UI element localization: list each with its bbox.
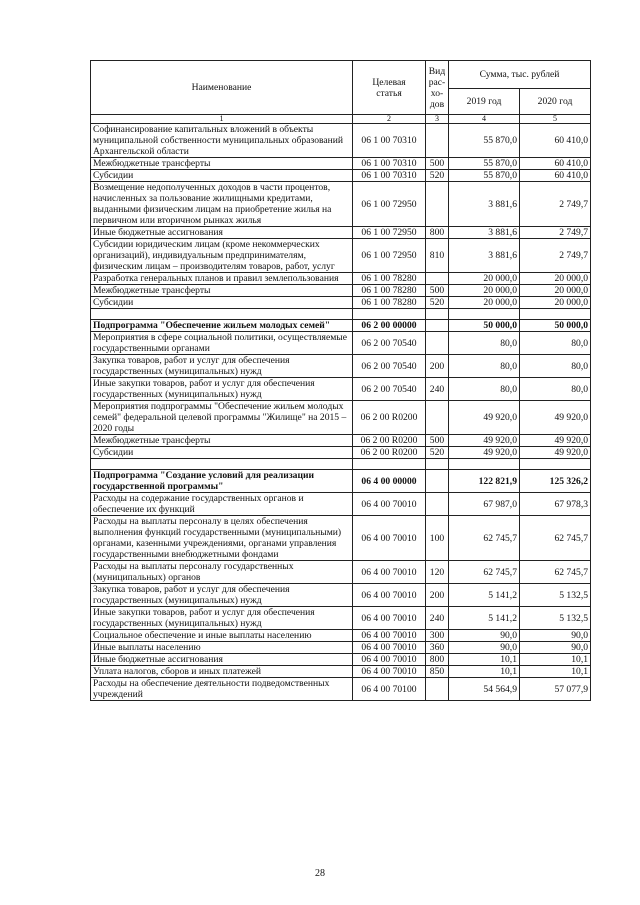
empty-cell <box>426 309 449 320</box>
row-name: Расходы на выплаты персоналу в целях обеспечения выполнения функций государственными (муниципальными) органами, казенными учреждениями, органами управления государственными внебюджетными фондами <box>91 516 353 561</box>
table-row <box>91 182 591 227</box>
row-sum-2020: 80,0 <box>520 355 591 378</box>
header-target-line2: статья <box>376 87 402 99</box>
row-expense-type <box>426 320 449 332</box>
row-sum-2019: 49 920,0 <box>449 401 520 435</box>
row-sum-2019: 10,1 <box>449 654 520 666</box>
row-expense-type <box>426 470 449 493</box>
spacer-row <box>91 459 591 470</box>
row-name: Подпрограмма "Создание условий для реализации государственной программы" <box>91 470 353 493</box>
header-sum: Сумма, тыс. рублей <box>449 61 591 89</box>
table-row <box>91 378 591 401</box>
row-target-code: 06 1 00 72950 <box>353 239 426 273</box>
row-name: Межбюджетные трансферты <box>91 435 353 447</box>
row-sum-2019: 80,0 <box>449 332 520 355</box>
table-row <box>91 355 591 378</box>
empty-cell <box>353 459 426 470</box>
row-target-code: 06 4 00 70010 <box>353 642 426 654</box>
row-expense-type: 520 <box>426 297 449 309</box>
row-sum-2019: 3 881,6 <box>449 182 520 227</box>
row-sum-2019: 90,0 <box>449 630 520 642</box>
table-row <box>91 561 591 584</box>
row-target-code: 06 4 00 00000 <box>353 470 426 493</box>
row-expense-type: 300 <box>426 630 449 642</box>
header-type-line3: хо- <box>430 87 444 99</box>
table-row <box>91 642 591 654</box>
table-header <box>91 61 591 124</box>
row-sum-2019: 50 000,0 <box>449 320 520 332</box>
row-target-code: 06 1 00 78280 <box>353 297 426 309</box>
row-name: Субсидии <box>91 170 353 182</box>
empty-cell <box>520 309 591 320</box>
row-sum-2019: 62 745,7 <box>449 561 520 584</box>
row-expense-type: 120 <box>426 561 449 584</box>
row-sum-2020: 90,0 <box>520 642 591 654</box>
header-target-line1: Целевая <box>372 76 406 88</box>
row-expense-type <box>426 182 449 227</box>
row-target-code: 06 1 00 78280 <box>353 285 426 297</box>
row-sum-2020: 62 745,7 <box>520 516 591 561</box>
row-sum-2020: 49 920,0 <box>520 401 591 435</box>
row-expense-type: 500 <box>426 158 449 170</box>
row-sum-2020: 20 000,0 <box>520 273 591 285</box>
row-name: Межбюджетные трансферты <box>91 285 353 297</box>
row-expense-type: 850 <box>426 666 449 678</box>
row-name: Расходы на выплаты персоналу государственных (муниципальных) органов <box>91 561 353 584</box>
row-name: Подпрограмма "Обеспечение жильем молодых семей" <box>91 320 353 332</box>
row-target-code: 06 2 00 70540 <box>353 332 426 355</box>
row-sum-2019: 10,1 <box>449 666 520 678</box>
row-sum-2020: 20 000,0 <box>520 297 591 309</box>
row-name: Расходы на содержание государственных органов и обеспечение их функций <box>91 493 353 516</box>
empty-cell <box>520 459 591 470</box>
row-expense-type: 240 <box>426 378 449 401</box>
row-sum-2020: 10,1 <box>520 666 591 678</box>
row-expense-type <box>426 401 449 435</box>
row-sum-2020: 62 745,7 <box>520 561 591 584</box>
table-row <box>91 493 591 516</box>
empty-cell <box>353 309 426 320</box>
row-target-code: 06 2 00 70540 <box>353 378 426 401</box>
row-target-code: 06 1 00 70310 <box>353 124 426 158</box>
table-row <box>91 401 591 435</box>
table-row <box>91 158 591 170</box>
header-type-line4: дов <box>429 98 445 110</box>
row-sum-2019: 55 870,0 <box>449 124 520 158</box>
row-sum-2020: 5 132,5 <box>520 584 591 607</box>
row-sum-2019: 20 000,0 <box>449 297 520 309</box>
row-sum-2019: 55 870,0 <box>449 158 520 170</box>
row-sum-2019: 5 141,2 <box>449 584 520 607</box>
row-sum-2020: 2 749,7 <box>520 239 591 273</box>
table-row <box>91 273 591 285</box>
row-sum-2019: 80,0 <box>449 378 520 401</box>
row-target-code: 06 4 00 70010 <box>353 654 426 666</box>
column-index: 2 <box>353 115 426 124</box>
table-row <box>91 584 591 607</box>
row-expense-type: 520 <box>426 447 449 459</box>
row-name: Разработка генеральных планов и правил землепользования <box>91 273 353 285</box>
header-type <box>426 61 449 115</box>
row-sum-2020: 20 000,0 <box>520 285 591 297</box>
row-expense-type <box>426 493 449 516</box>
table-row <box>91 516 591 561</box>
row-sum-2019: 62 745,7 <box>449 516 520 561</box>
row-expense-type: 500 <box>426 435 449 447</box>
row-sum-2019: 20 000,0 <box>449 273 520 285</box>
table-row <box>91 666 591 678</box>
row-name: Закупка товаров, работ и услуг для обеспечения государственных (муниципальных) нужд <box>91 584 353 607</box>
row-sum-2020: 80,0 <box>520 332 591 355</box>
subprogram-row <box>91 470 591 493</box>
row-name: Иные закупки товаров, работ и услуг для обеспечения государственных (муниципальных) нужд <box>91 607 353 630</box>
row-sum-2019: 3 881,6 <box>449 227 520 239</box>
row-target-code: 06 4 00 70100 <box>353 678 426 701</box>
row-sum-2020: 50 000,0 <box>520 320 591 332</box>
row-name: Межбюджетные трансферты <box>91 158 353 170</box>
table-body <box>91 124 591 701</box>
row-expense-type: 100 <box>426 516 449 561</box>
column-index: 1 <box>91 115 353 124</box>
table-row <box>91 227 591 239</box>
empty-cell <box>449 459 520 470</box>
row-sum-2019: 49 920,0 <box>449 435 520 447</box>
row-sum-2020: 2 749,7 <box>520 227 591 239</box>
row-sum-2019: 122 821,9 <box>449 470 520 493</box>
row-sum-2020: 2 749,7 <box>520 182 591 227</box>
table-row <box>91 332 591 355</box>
row-sum-2020: 5 132,5 <box>520 607 591 630</box>
row-expense-type <box>426 332 449 355</box>
row-sum-2019: 20 000,0 <box>449 285 520 297</box>
table-row <box>91 447 591 459</box>
table-row <box>91 678 591 701</box>
row-sum-2020: 60 410,0 <box>520 170 591 182</box>
row-sum-2020: 49 920,0 <box>520 435 591 447</box>
header-target <box>353 61 426 115</box>
row-target-code: 06 1 00 72950 <box>353 182 426 227</box>
row-sum-2020: 90,0 <box>520 630 591 642</box>
row-name: Иные бюджетные ассигнования <box>91 654 353 666</box>
column-index: 3 <box>426 115 449 124</box>
row-target-code: 06 1 00 70310 <box>353 158 426 170</box>
row-expense-type <box>426 678 449 701</box>
row-sum-2020: 49 920,0 <box>520 447 591 459</box>
row-target-code: 06 1 00 78280 <box>353 273 426 285</box>
row-target-code: 06 2 00 R0200 <box>353 435 426 447</box>
row-name: Расходы на обеспечение деятельности подведомственных учреждений <box>91 678 353 701</box>
header-year1: 2019 год <box>449 89 520 115</box>
row-target-code: 06 4 00 70010 <box>353 666 426 678</box>
table-row <box>91 124 591 158</box>
row-target-code: 06 4 00 70010 <box>353 493 426 516</box>
row-sum-2019: 3 881,6 <box>449 239 520 273</box>
table-row <box>91 654 591 666</box>
row-expense-type: 800 <box>426 227 449 239</box>
table-row <box>91 607 591 630</box>
row-target-code: 06 4 00 70010 <box>353 630 426 642</box>
row-sum-2019: 49 920,0 <box>449 447 520 459</box>
row-name: Субсидии юридическим лицам (кроме некоммерческих организаций), индивидуальным предпринимателям, физическим лицам – производителям товаров, работ, услуг <box>91 239 353 273</box>
row-sum-2020: 60 410,0 <box>520 124 591 158</box>
header-year2: 2020 год <box>520 89 591 115</box>
table-row <box>91 285 591 297</box>
row-name: Мероприятия в сфере социальной политики, осуществляемые государственными органами <box>91 332 353 355</box>
row-name: Иные бюджетные ассигнования <box>91 227 353 239</box>
row-expense-type: 520 <box>426 170 449 182</box>
row-sum-2020: 80,0 <box>520 378 591 401</box>
row-expense-type: 240 <box>426 607 449 630</box>
row-sum-2020: 57 077,9 <box>520 678 591 701</box>
row-sum-2019: 55 870,0 <box>449 170 520 182</box>
row-name: Возмещение недополученных доходов в части процентов, начисленных за пользование жилищными кредитами, выданными физическим лицам на приобретение жилья на первичном или вторичном рынках жилья <box>91 182 353 227</box>
row-name: Мероприятия подпрограммы "Обеспечение жильем молодых семей" федеральной целевой программы "Жилище" на 2015 – 2020 годы <box>91 401 353 435</box>
row-sum-2020: 10,1 <box>520 654 591 666</box>
row-name: Социальное обеспечение и иные выплаты населению <box>91 630 353 642</box>
row-target-code: 06 4 00 70010 <box>353 561 426 584</box>
row-name: Субсидии <box>91 447 353 459</box>
page-number: 28 <box>315 868 325 879</box>
row-sum-2019: 90,0 <box>449 642 520 654</box>
empty-cell <box>426 459 449 470</box>
row-name: Уплата налогов, сборов и иных платежей <box>91 666 353 678</box>
row-sum-2020: 67 978,3 <box>520 493 591 516</box>
row-target-code: 06 2 00 R0200 <box>353 447 426 459</box>
row-target-code: 06 4 00 70010 <box>353 516 426 561</box>
row-target-code: 06 4 00 70010 <box>353 584 426 607</box>
row-expense-type: 810 <box>426 239 449 273</box>
empty-cell <box>449 309 520 320</box>
row-expense-type <box>426 273 449 285</box>
row-expense-type: 500 <box>426 285 449 297</box>
row-name: Иные закупки товаров, работ и услуг для обеспечения государственных (муниципальных) нужд <box>91 378 353 401</box>
row-target-code: 06 4 00 70010 <box>353 607 426 630</box>
subprogram-row <box>91 320 591 332</box>
table-row <box>91 630 591 642</box>
header-name: Наименование <box>91 61 353 115</box>
row-name: Иные выплаты населению <box>91 642 353 654</box>
row-sum-2019: 80,0 <box>449 355 520 378</box>
header-type-line2: рас- <box>428 76 446 88</box>
row-sum-2019: 5 141,2 <box>449 607 520 630</box>
row-sum-2019: 54 564,9 <box>449 678 520 701</box>
row-expense-type <box>426 124 449 158</box>
row-target-code: 06 1 00 70310 <box>353 170 426 182</box>
empty-cell <box>91 459 353 470</box>
column-index: 4 <box>449 115 520 124</box>
row-name: Закупка товаров, работ и услуг для обеспечения государственных (муниципальных) нужд <box>91 355 353 378</box>
row-target-code: 06 2 00 70540 <box>353 355 426 378</box>
column-index: 5 <box>520 115 591 124</box>
budget-table <box>90 60 591 701</box>
row-sum-2019: 67 987,0 <box>449 493 520 516</box>
table-row <box>91 170 591 182</box>
row-expense-type: 800 <box>426 654 449 666</box>
row-expense-type: 200 <box>426 584 449 607</box>
header-type-line1: Вид <box>428 65 446 77</box>
row-target-code: 06 2 00 00000 <box>353 320 426 332</box>
spacer-row <box>91 309 591 320</box>
row-expense-type: 360 <box>426 642 449 654</box>
row-name: Субсидии <box>91 297 353 309</box>
table-row <box>91 435 591 447</box>
row-target-code: 06 1 00 72950 <box>353 227 426 239</box>
row-sum-2020: 125 326,2 <box>520 470 591 493</box>
table-row <box>91 297 591 309</box>
row-expense-type: 200 <box>426 355 449 378</box>
row-target-code: 06 2 00 R0200 <box>353 401 426 435</box>
row-name: Софинансирование капитальных вложений в объекты муниципальной собственности муниципальных образований Архангельской области <box>91 124 353 158</box>
row-sum-2020: 60 410,0 <box>520 158 591 170</box>
empty-cell <box>91 309 353 320</box>
table-row <box>91 239 591 273</box>
